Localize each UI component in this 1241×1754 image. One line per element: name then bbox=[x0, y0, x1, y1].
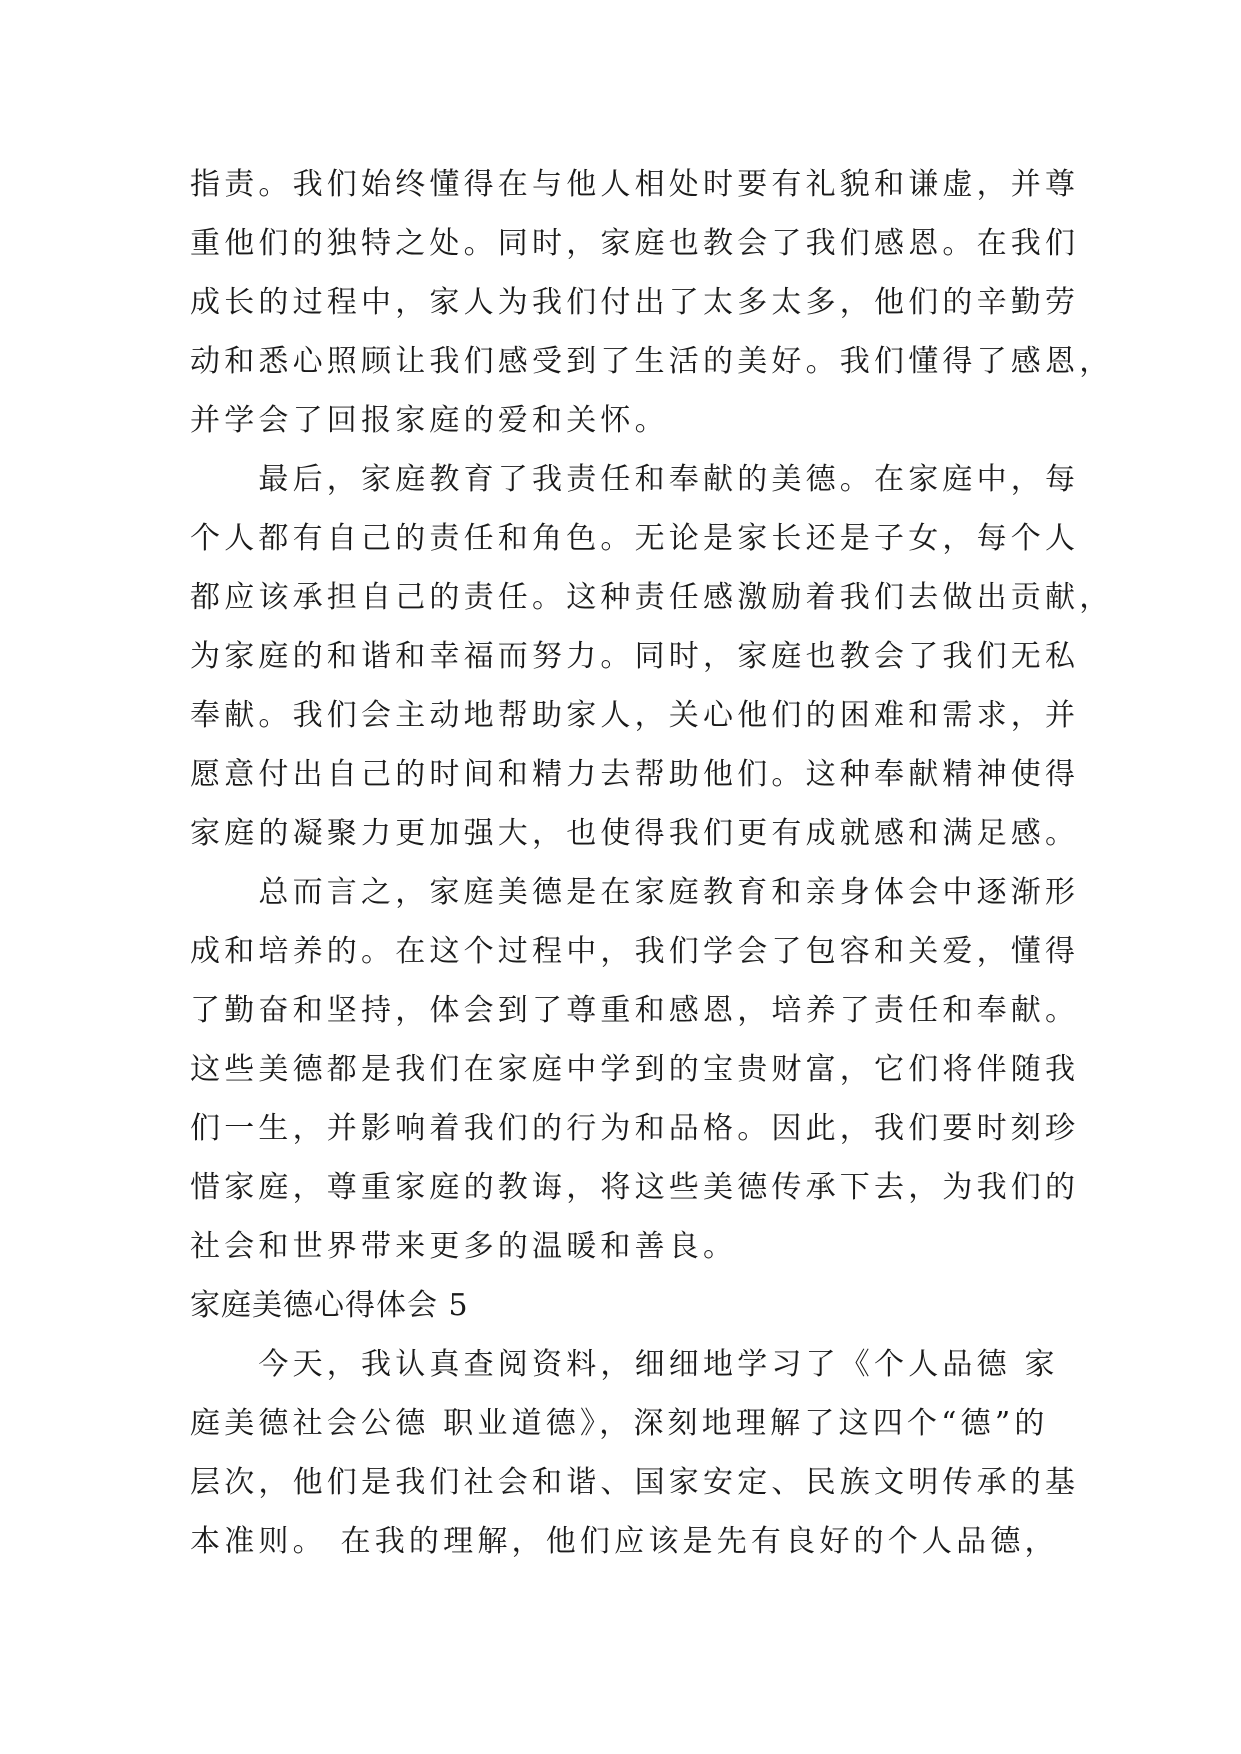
body-line: 们一生，并影响着我们的行为和品格。因此，我们要时刻珍 bbox=[190, 1111, 1080, 1146]
body-line: 最后，家庭教育了我责任和奉献的美德。在家庭中，每 bbox=[190, 462, 1080, 497]
body-line: 惜家庭，尊重家庭的教诲，将这些美德传承下去，为我们的 bbox=[190, 1170, 1080, 1205]
body-line: 层次，他们是我们社会和谐、国家安定、民族文明传承的基 bbox=[190, 1465, 1080, 1500]
body-line: 都应该承担自己的责任。这种责任感激励着我们去做出贡献， bbox=[190, 580, 1114, 615]
body-line: 庭美德社会公德 职业道德》，深刻地理解了这四个“德”的 bbox=[190, 1406, 1049, 1441]
body-line: 重他们的独特之处。同时，家庭也教会了我们感恩。在我们 bbox=[190, 226, 1080, 261]
body-line: 成和培养的。在这个过程中，我们学会了包容和关爱，懂得 bbox=[190, 934, 1080, 969]
body-line: 动和悉心照顾让我们感受到了生活的美好。我们懂得了感恩， bbox=[190, 344, 1114, 379]
body-line: 了勤奋和坚持，体会到了尊重和感恩，培养了责任和奉献。 bbox=[190, 993, 1080, 1028]
section-heading: 家庭美德心得体会 5 bbox=[190, 1288, 469, 1323]
body-line: 为家庭的和谐和幸福而努力。同时，家庭也教会了我们无私 bbox=[190, 639, 1080, 674]
body-line: 指责。我们始终懂得在与他人相处时要有礼貌和谦虚，并尊 bbox=[190, 167, 1080, 202]
body-line: 这些美德都是我们在家庭中学到的宝贵财富，它们将伴随我 bbox=[190, 1052, 1080, 1087]
body-line: 总而言之，家庭美德是在家庭教育和亲身体会中逐渐形 bbox=[190, 875, 1080, 910]
document-body bbox=[190, 155, 1114, 1571]
body-line: 成长的过程中，家人为我们付出了太多太多，他们的辛勤劳 bbox=[190, 285, 1080, 320]
body-line: 社会和世界带来更多的温暖和善良。 bbox=[190, 1229, 738, 1264]
body-line: 本准则。 在我的理解，他们应该是先有良好的个人品德， bbox=[190, 1524, 1059, 1559]
body-line: 奉献。我们会主动地帮助家人，关心他们的困难和需求，并 bbox=[190, 698, 1080, 733]
body-line: 家庭的凝聚力更加强大，也使得我们更有成就感和满足感。 bbox=[190, 816, 1080, 851]
body-line: 愿意付出自己的时间和精力去帮助他们。这种奉献精神使得 bbox=[190, 757, 1080, 792]
body-line: 并学会了回报家庭的爱和关怀。 bbox=[190, 403, 669, 438]
body-line: 今天，我认真查阅资料，细细地学习了《个人品德 家 bbox=[190, 1347, 1059, 1382]
body-line: 个人都有自己的责任和角色。无论是家长还是子女，每个人 bbox=[190, 521, 1080, 556]
